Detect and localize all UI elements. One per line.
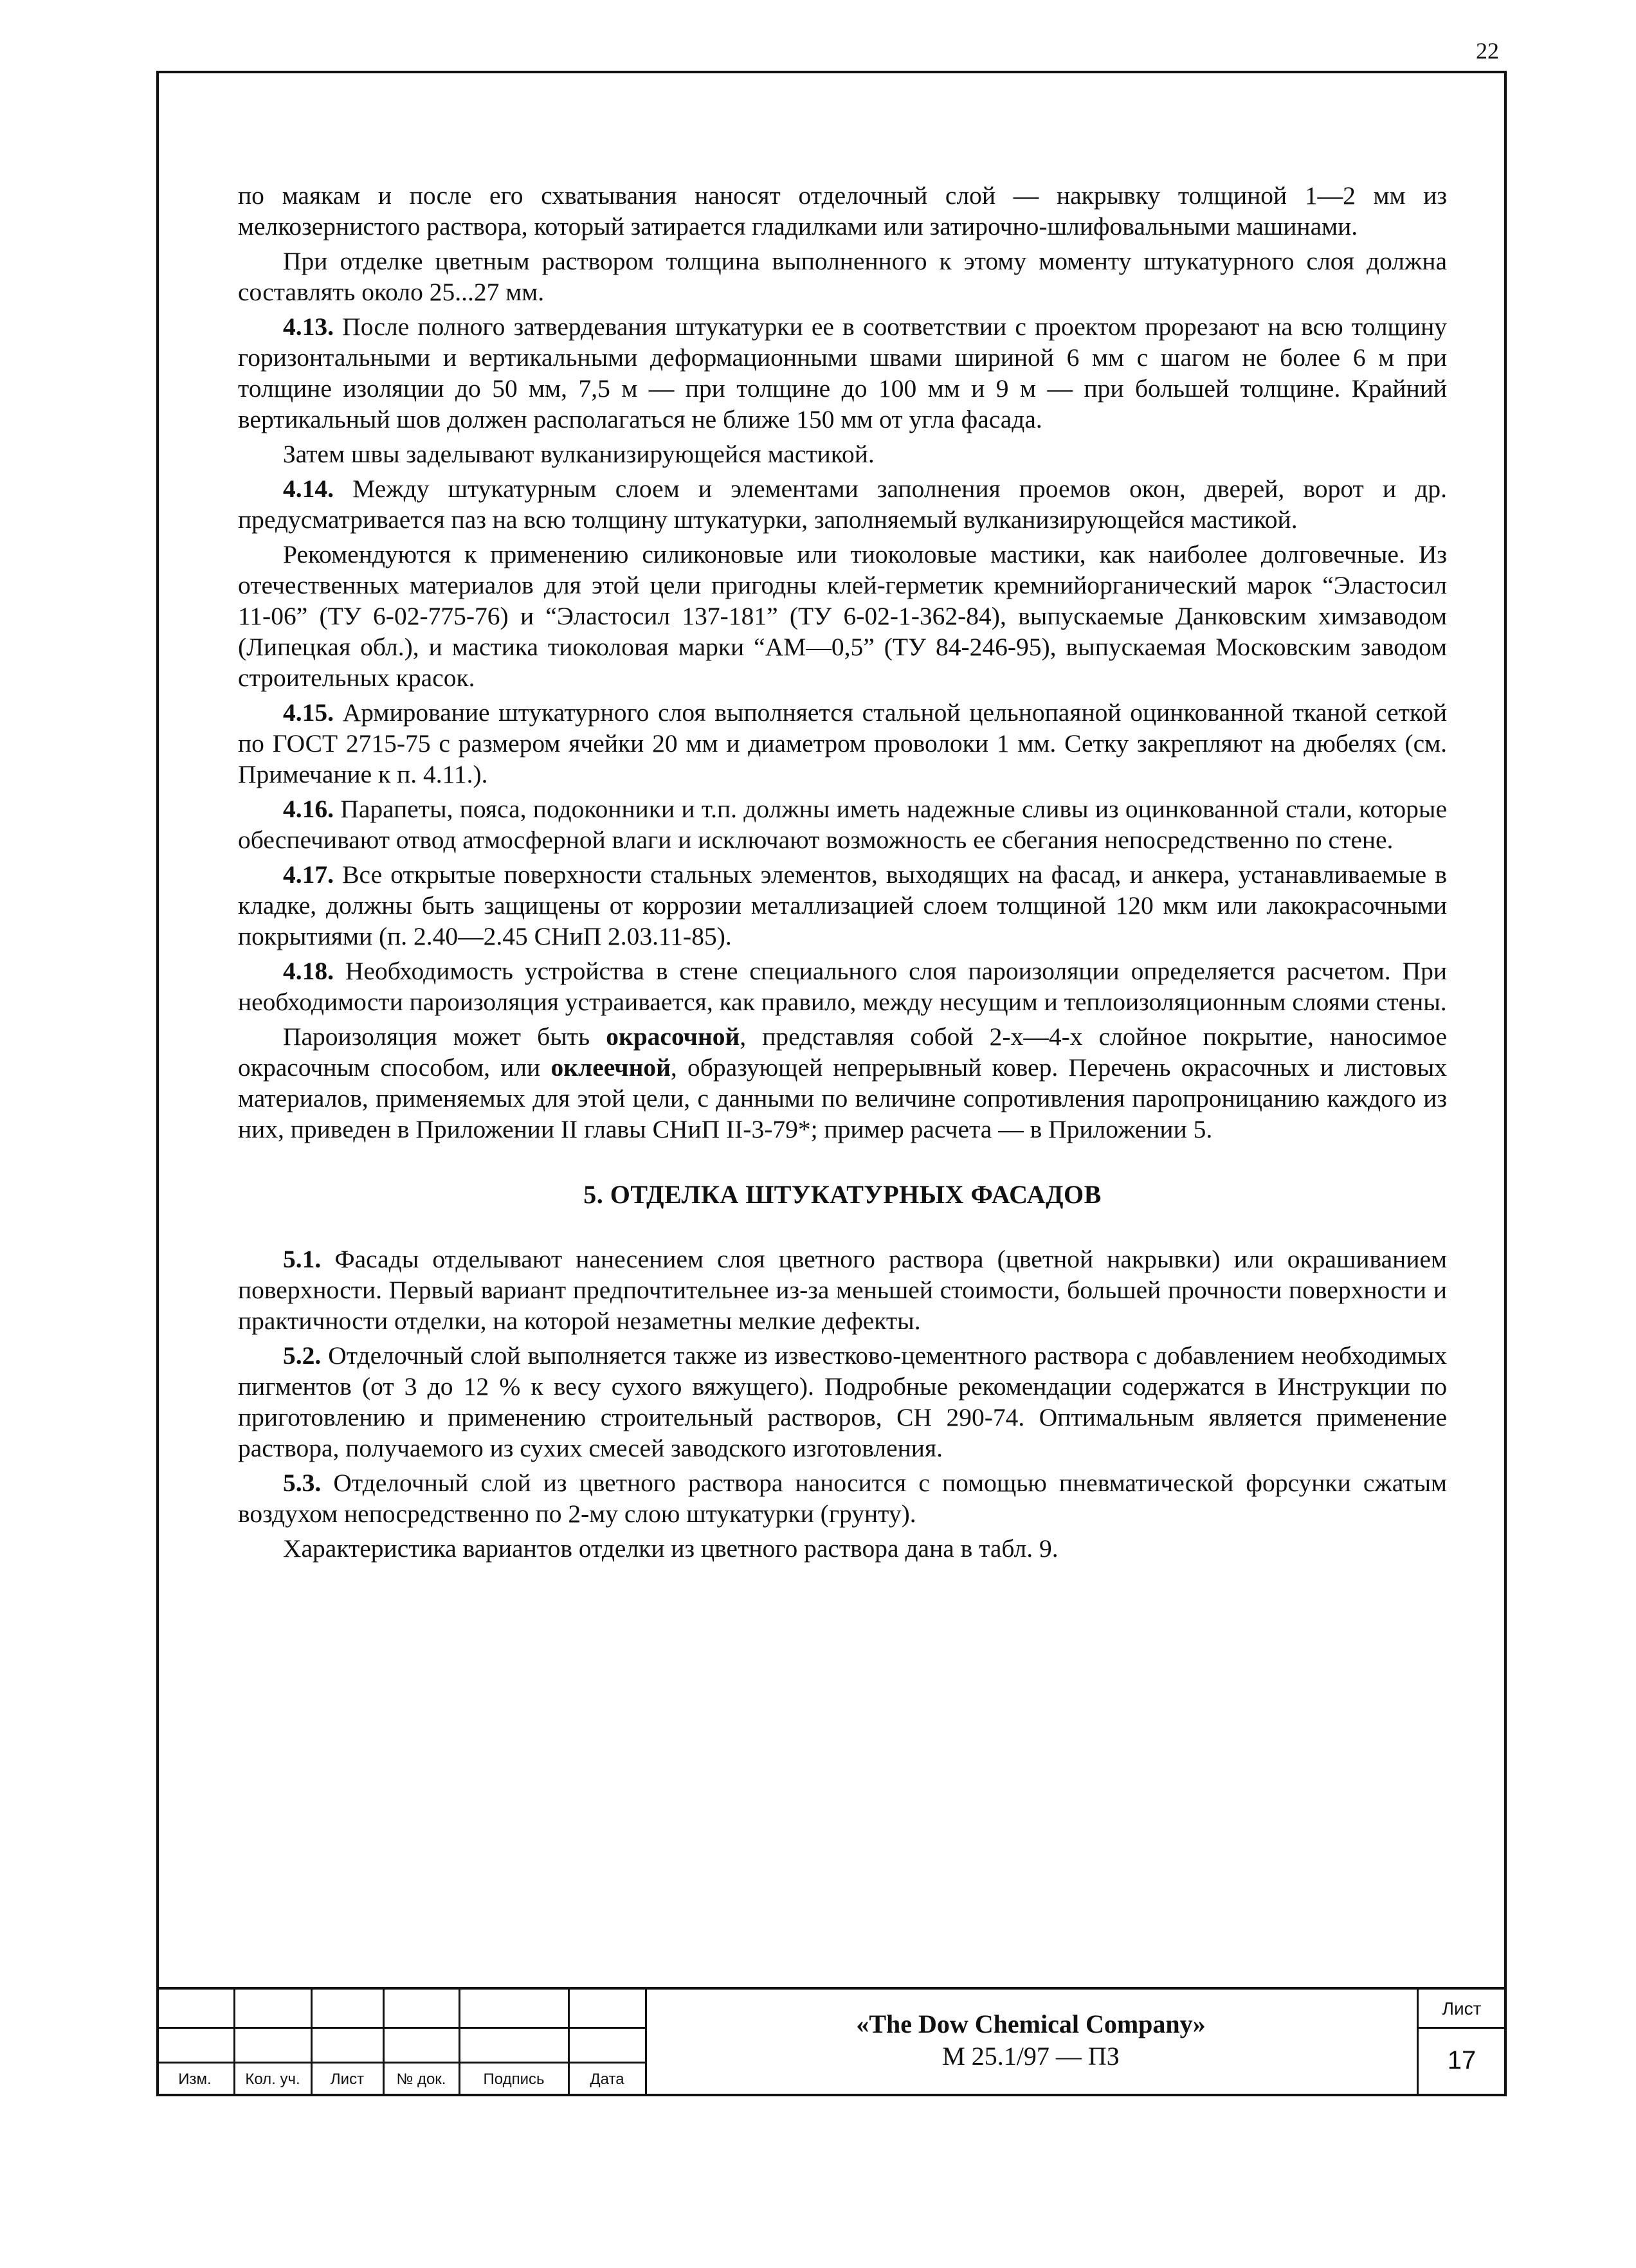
paragraph <box>238 697 1447 790</box>
paragraph <box>238 1244 1447 1336</box>
page-number: 22 <box>1476 38 1499 64</box>
paragraph <box>238 311 1447 435</box>
clause-number: 4.17. <box>283 860 334 889</box>
paragraph-text: по маякам и после его схватывания наносят отделочный слой — накрывку толщиной 1—2 мм из мелкозернистого раствора, который затирается гладилками или затирочно-шлифовальными машинами. <box>238 181 1447 240</box>
stamp-grid-line <box>156 2062 645 2064</box>
paragraph <box>238 246 1447 307</box>
paragraph-text: Между штукатурным слоем и элементами заполнения проемов окон, дверей, ворот и др. предусматривается паз на всю толщину штукатурки, заполняемый вулканизирующейся мастикой. <box>238 475 1447 534</box>
paragraph-text: После полного затвердевания штукатурки ее в соответствии с проектом прорезают на всю толщину горизонтальными и вертикальными деформационными швами шириной 6 мм с шагом не более 6 м при толщине изоляции до 50 мм, 7,5 м — при толщине до 100 мм и 9 м — при большей толщине. Крайний вертикальный шов должен располагаться не ближе 150 мм от угла фасада. <box>238 313 1447 433</box>
paragraph-text: Рекомендуются к применению силиконовые или тиоколовые мастики, как наиболее долговечные. Из отечественных материалов для этой цели пригодны клей-герметик кремнийорганический марок “Эластосил 11-06” (ТУ 6-02-775-76) и “Эластосил 137-181” (ТУ 6-02-1-362-84), выпускаемые Данковским химзаводом (Липецкая обл.), и мастика тиоколовая марки “АМ—0,5” (ТУ 84-246-95), выпускаемая Московским заводом строительных красок. <box>238 540 1447 692</box>
stamp-label-date: Дата <box>590 2071 624 2088</box>
clause-number: 4.13. <box>283 313 334 341</box>
paragraph <box>238 180 1447 242</box>
paragraph-text: При отделке цветным раствором толщина выполненного к этому моменту штукатурного слоя должна составлять около 25...27 мм. <box>238 247 1447 306</box>
paragraph-text: Парапеты, пояса, подоконники и т.п. должны иметь надежные сливы из оцинкованной стали, которые обеспечивают отвод атмосферной влаги и исключают возможность ее сбегания непосредственно по стене. <box>238 795 1448 854</box>
section-heading: 5. ОТДЕЛКА ШТУКАТУРНЫХ ФАСАДОВ <box>583 1180 1102 1209</box>
paragraph <box>238 539 1447 693</box>
paragraph <box>238 1467 1447 1529</box>
paragraph <box>238 956 1447 1017</box>
clause-number: 4.18. <box>283 957 334 985</box>
paragraph-text: , представляя собой 2-х—4-х слойное покрытие, наносимое окрасочным способом, или <box>238 1022 1447 1082</box>
paragraph <box>238 1533 1447 1564</box>
paragraph-text: Армирование штукатурного слоя выполняется стальной цельнопаяной оцинкованной тканой сеткой по ГОСТ 2715-75 с размером ячейки 20 мм и диаметром проволоки 1 мм. Сетку закрепляют на дюбелях (см. Примечание к п. 4.11.). <box>238 698 1447 788</box>
paragraph-text: Затем швы заделывают вулканизирующейся мастикой. <box>283 440 875 468</box>
clause-number: 4.14. <box>283 475 334 503</box>
stamp-grid-line <box>156 2027 645 2029</box>
paragraph <box>238 439 1447 469</box>
document-code: М 25.1/97 — ПЗ <box>942 2042 1120 2071</box>
paragraph-text: Отделочный слой из цветного раствора наносится с помощью пневматической форсунки сжатым воздухом непосредственно по 2-му слою штукатурки (грунту). <box>238 1469 1448 1528</box>
emphasis-term: оклеечной <box>550 1053 671 1082</box>
clause-number: 5.3. <box>283 1469 322 1497</box>
clause-number: 5.2. <box>283 1341 322 1370</box>
paragraph <box>238 473 1447 535</box>
emphasis-term: окрасочной <box>606 1022 740 1051</box>
clause-number: 4.15. <box>283 698 334 727</box>
stamp-grid-line <box>1417 2027 1507 2029</box>
paragraph <box>238 859 1447 952</box>
title-block <box>156 1987 1507 2096</box>
paragraph <box>238 1340 1447 1464</box>
paragraph-text: Необходимость устройства в стене специального слоя пароизоляции определяется расчетом. При необходимости пароизоляция устраивается, как правило, между несущим и теплоизоляционным слоями стены. <box>238 957 1447 1016</box>
paragraph-text: , образующей непрерывный ковер. Перечень окрасочных и листовых материалов, применяемых для этой цели, с данными по величине сопротивления паропроницанию каждого из них, приведен в Приложении II главы СНиП II-3-79*; пример расчета — в Приложении 5. <box>238 1053 1447 1143</box>
stamp-label-count: Кол. уч. <box>245 2071 300 2088</box>
paragraph-text: Характеристика вариантов отделки из цветного раствора дана в табл. 9. <box>283 1534 1059 1563</box>
paragraph <box>238 794 1447 855</box>
paragraph-text: Пароизоляция может быть <box>283 1022 606 1051</box>
clause-number: 5.1. <box>283 1245 322 1273</box>
sheet-number: 17 <box>1447 2046 1477 2074</box>
sheet-label: Лист <box>1442 1999 1482 2019</box>
document-body <box>238 180 1447 1568</box>
stamp-label-change: Изм. <box>178 2071 212 2088</box>
company-name: «The Dow Chemical Company» <box>856 2009 1206 2038</box>
stamp-label-sheet: Лист <box>330 2071 365 2088</box>
stamp-label-doc: № док. <box>396 2071 446 2088</box>
stamp-label-signature: Подпись <box>483 2071 545 2088</box>
vapor-barrier-paragraph <box>238 1021 1447 1145</box>
paragraph-text: Отделочный слой выполняется также из известково-цементного раствора с добавлением необходимых пигментов (от 3 до 12 % к весу сухого вяжущего). Подробные рекомендации содержатся в Инструкции по приготовлению и применению строительный растворов, СН 290-74. Оптимальным является применение раствора, получаемого из сухих смесей заводского изготовления. <box>238 1341 1447 1462</box>
clause-number: 4.16. <box>283 795 334 823</box>
paragraph-text: Фасады отделывают нанесением слоя цветного раствора (цветной накрывки) или окрашиванием поверхности. Первый вариант предпочтительнее из-за меньшей стоимости, большей прочности поверхности и практичности отделки, на которой незаметны мелкие дефекты. <box>238 1245 1447 1335</box>
paragraph-text: Все открытые поверхности стальных элементов, выходящих на фасад, и анкера, устанавливаемые в кладке, должны быть защищены от коррозии металлизацией слоем толщиной 120 мкм или лакокрасочными покрытиями (п. 2.40—2.45 СНиП 2.03.11-85). <box>238 860 1447 950</box>
